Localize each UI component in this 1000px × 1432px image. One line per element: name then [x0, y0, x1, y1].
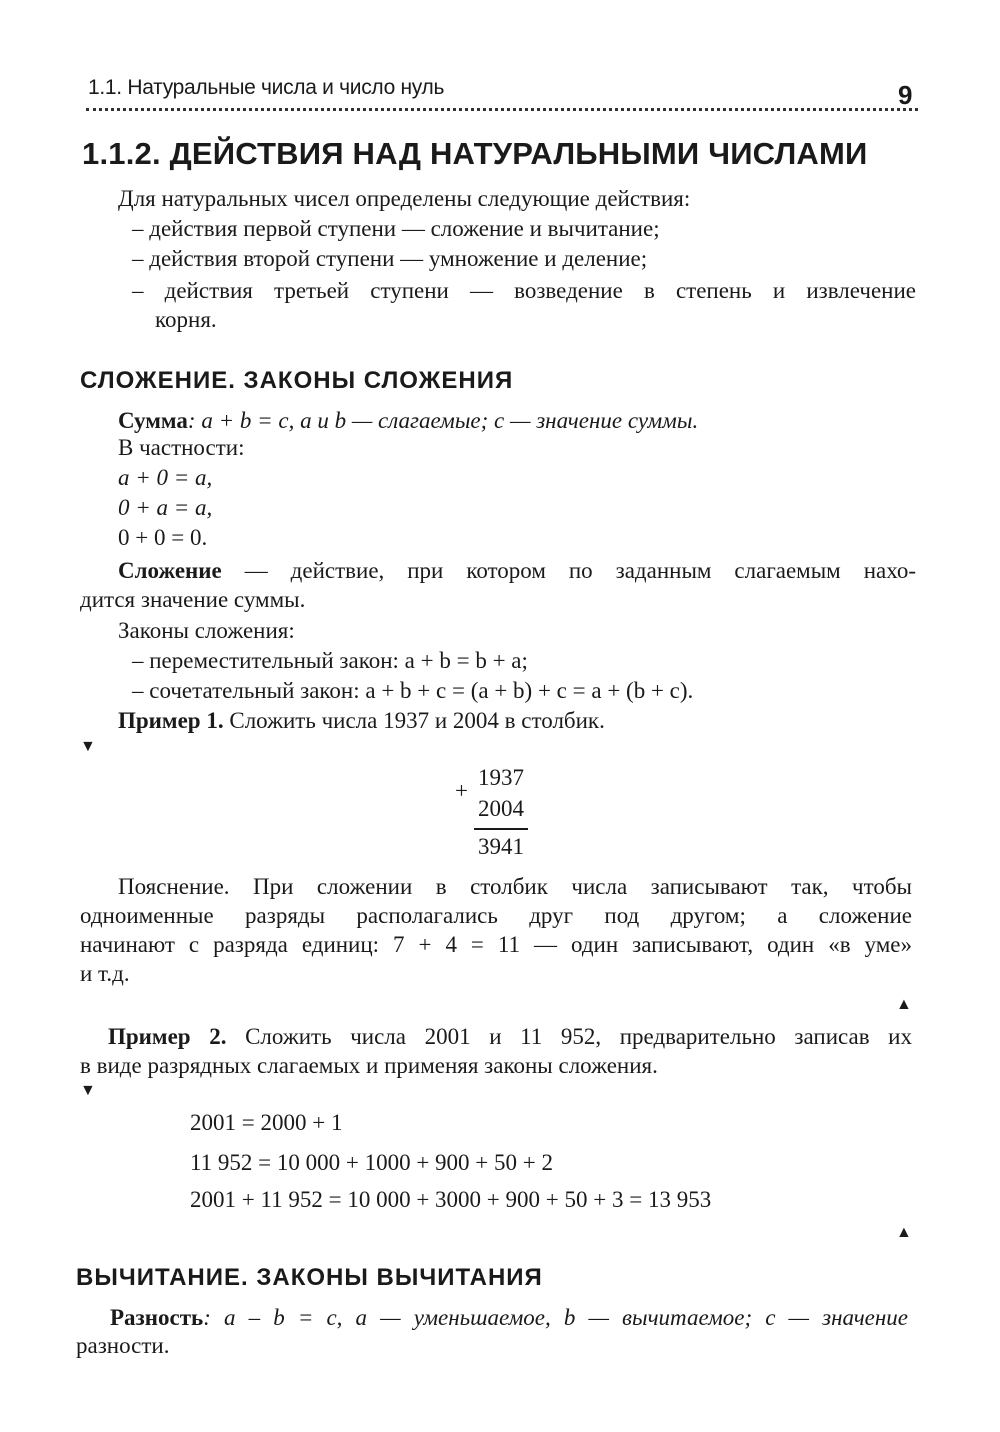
list-item: – действия первой ступени — сложение и вычитание;	[132, 216, 660, 241]
list-item: – действия второй ступени — умножение и деление;	[132, 246, 648, 271]
example-start-marker: ▼	[80, 1082, 96, 1099]
explanation-line: Пояснение. При сложении в столбик числа записывают так, чтобы	[118, 874, 912, 899]
particular-label: В частности:	[118, 435, 245, 460]
example-2-continuation: в виде разрядных слагаемых и применяя законы сложения.	[80, 1053, 658, 1078]
explanation-line: и т.д.	[80, 961, 130, 986]
explanation-line: одноименные разряды располагались друг под другом; а сложение	[80, 903, 912, 928]
explanation-line: начинают с разряда единиц: 7 + 4 = 11 — один записывают, один «в уме»	[80, 932, 912, 957]
column-plus-sign: +	[455, 778, 468, 803]
example-2-label: Пример 2.	[108, 1024, 227, 1049]
equation: 0 + a = a,	[118, 495, 213, 520]
example-1-label: Пример 1.	[118, 708, 224, 733]
example-1-text: Сложить числа 1937 и 2004 в столбик.	[223, 708, 605, 733]
sum-definition	[118, 408, 698, 434]
law-associative: – сочетательный закон: a + b + c = (a + b) + c = a + (b + c).	[132, 678, 694, 703]
addition-term: Сложение	[118, 558, 222, 583]
sum-formula: : a + b = c, a и b — слагаемые; c — значение суммы.	[187, 408, 699, 433]
example-2	[108, 1024, 912, 1050]
column-result: 3941	[478, 834, 524, 859]
example-2-equation: 2001 = 2000 + 1	[190, 1110, 343, 1135]
running-title: 1.1. Натуральные числа и число нуль	[88, 76, 445, 99]
difference-definition	[110, 1305, 908, 1331]
equation: a + 0 = a,	[118, 465, 213, 490]
addition-definition-text: — действие, при котором по заданным слагаемым нахо-	[221, 558, 916, 583]
section-title: 1.1.2. ДЕЙСТВИЯ НАД НАТУРАЛЬНЫМИ ЧИСЛАМИ	[82, 136, 868, 171]
laws-title: Законы сложения:	[118, 618, 295, 643]
addition-definition-continuation: дится значение суммы.	[80, 587, 306, 612]
equation: 0 + 0 = 0.	[118, 525, 208, 550]
law-commutative: – переместительный закон: a + b = b + a;	[132, 648, 528, 673]
example-end-marker: ▲	[896, 996, 912, 1013]
example-2-equation: 11 952 = 10 000 + 1000 + 900 + 50 + 2	[190, 1150, 554, 1175]
example-start-marker: ▼	[80, 738, 96, 755]
difference-term: Разность	[110, 1305, 204, 1330]
intro-text: Для натуральных чисел определены следующие действия:	[118, 186, 691, 211]
sum-term: Сумма	[118, 408, 188, 433]
difference-continuation: разности.	[76, 1333, 170, 1358]
example-end-marker: ▲	[896, 1224, 912, 1241]
column-addend-1: 1937	[478, 765, 524, 790]
column-addend-2: 2004	[478, 796, 524, 821]
example-2-equation: 2001 + 11 952 = 10 000 + 3000 + 900 + 50 + 3 = 13 953	[190, 1187, 712, 1212]
page-number: 9	[898, 80, 913, 110]
column-sum-line	[474, 828, 528, 830]
header-dotted-rule	[86, 108, 918, 111]
example-1	[118, 708, 605, 734]
addition-definition	[118, 558, 916, 584]
list-item: – действия третьей ступени — возведение в степень и извлечение	[132, 278, 916, 303]
addition-heading: СЛОЖЕНИЕ. ЗАКОНЫ СЛОЖЕНИЯ	[80, 367, 514, 394]
example-2-text: Сложить числа 2001 и 11 952, предварительно записав их	[226, 1024, 912, 1049]
list-item-continuation: корня.	[155, 307, 217, 332]
difference-formula: : a – b = c, a — уменьшаемое, b — вычитаемое; c — значение	[203, 1305, 908, 1330]
subtraction-heading: ВЫЧИТАНИЕ. ЗАКОНЫ ВЫЧИТАНИЯ	[76, 1264, 543, 1291]
